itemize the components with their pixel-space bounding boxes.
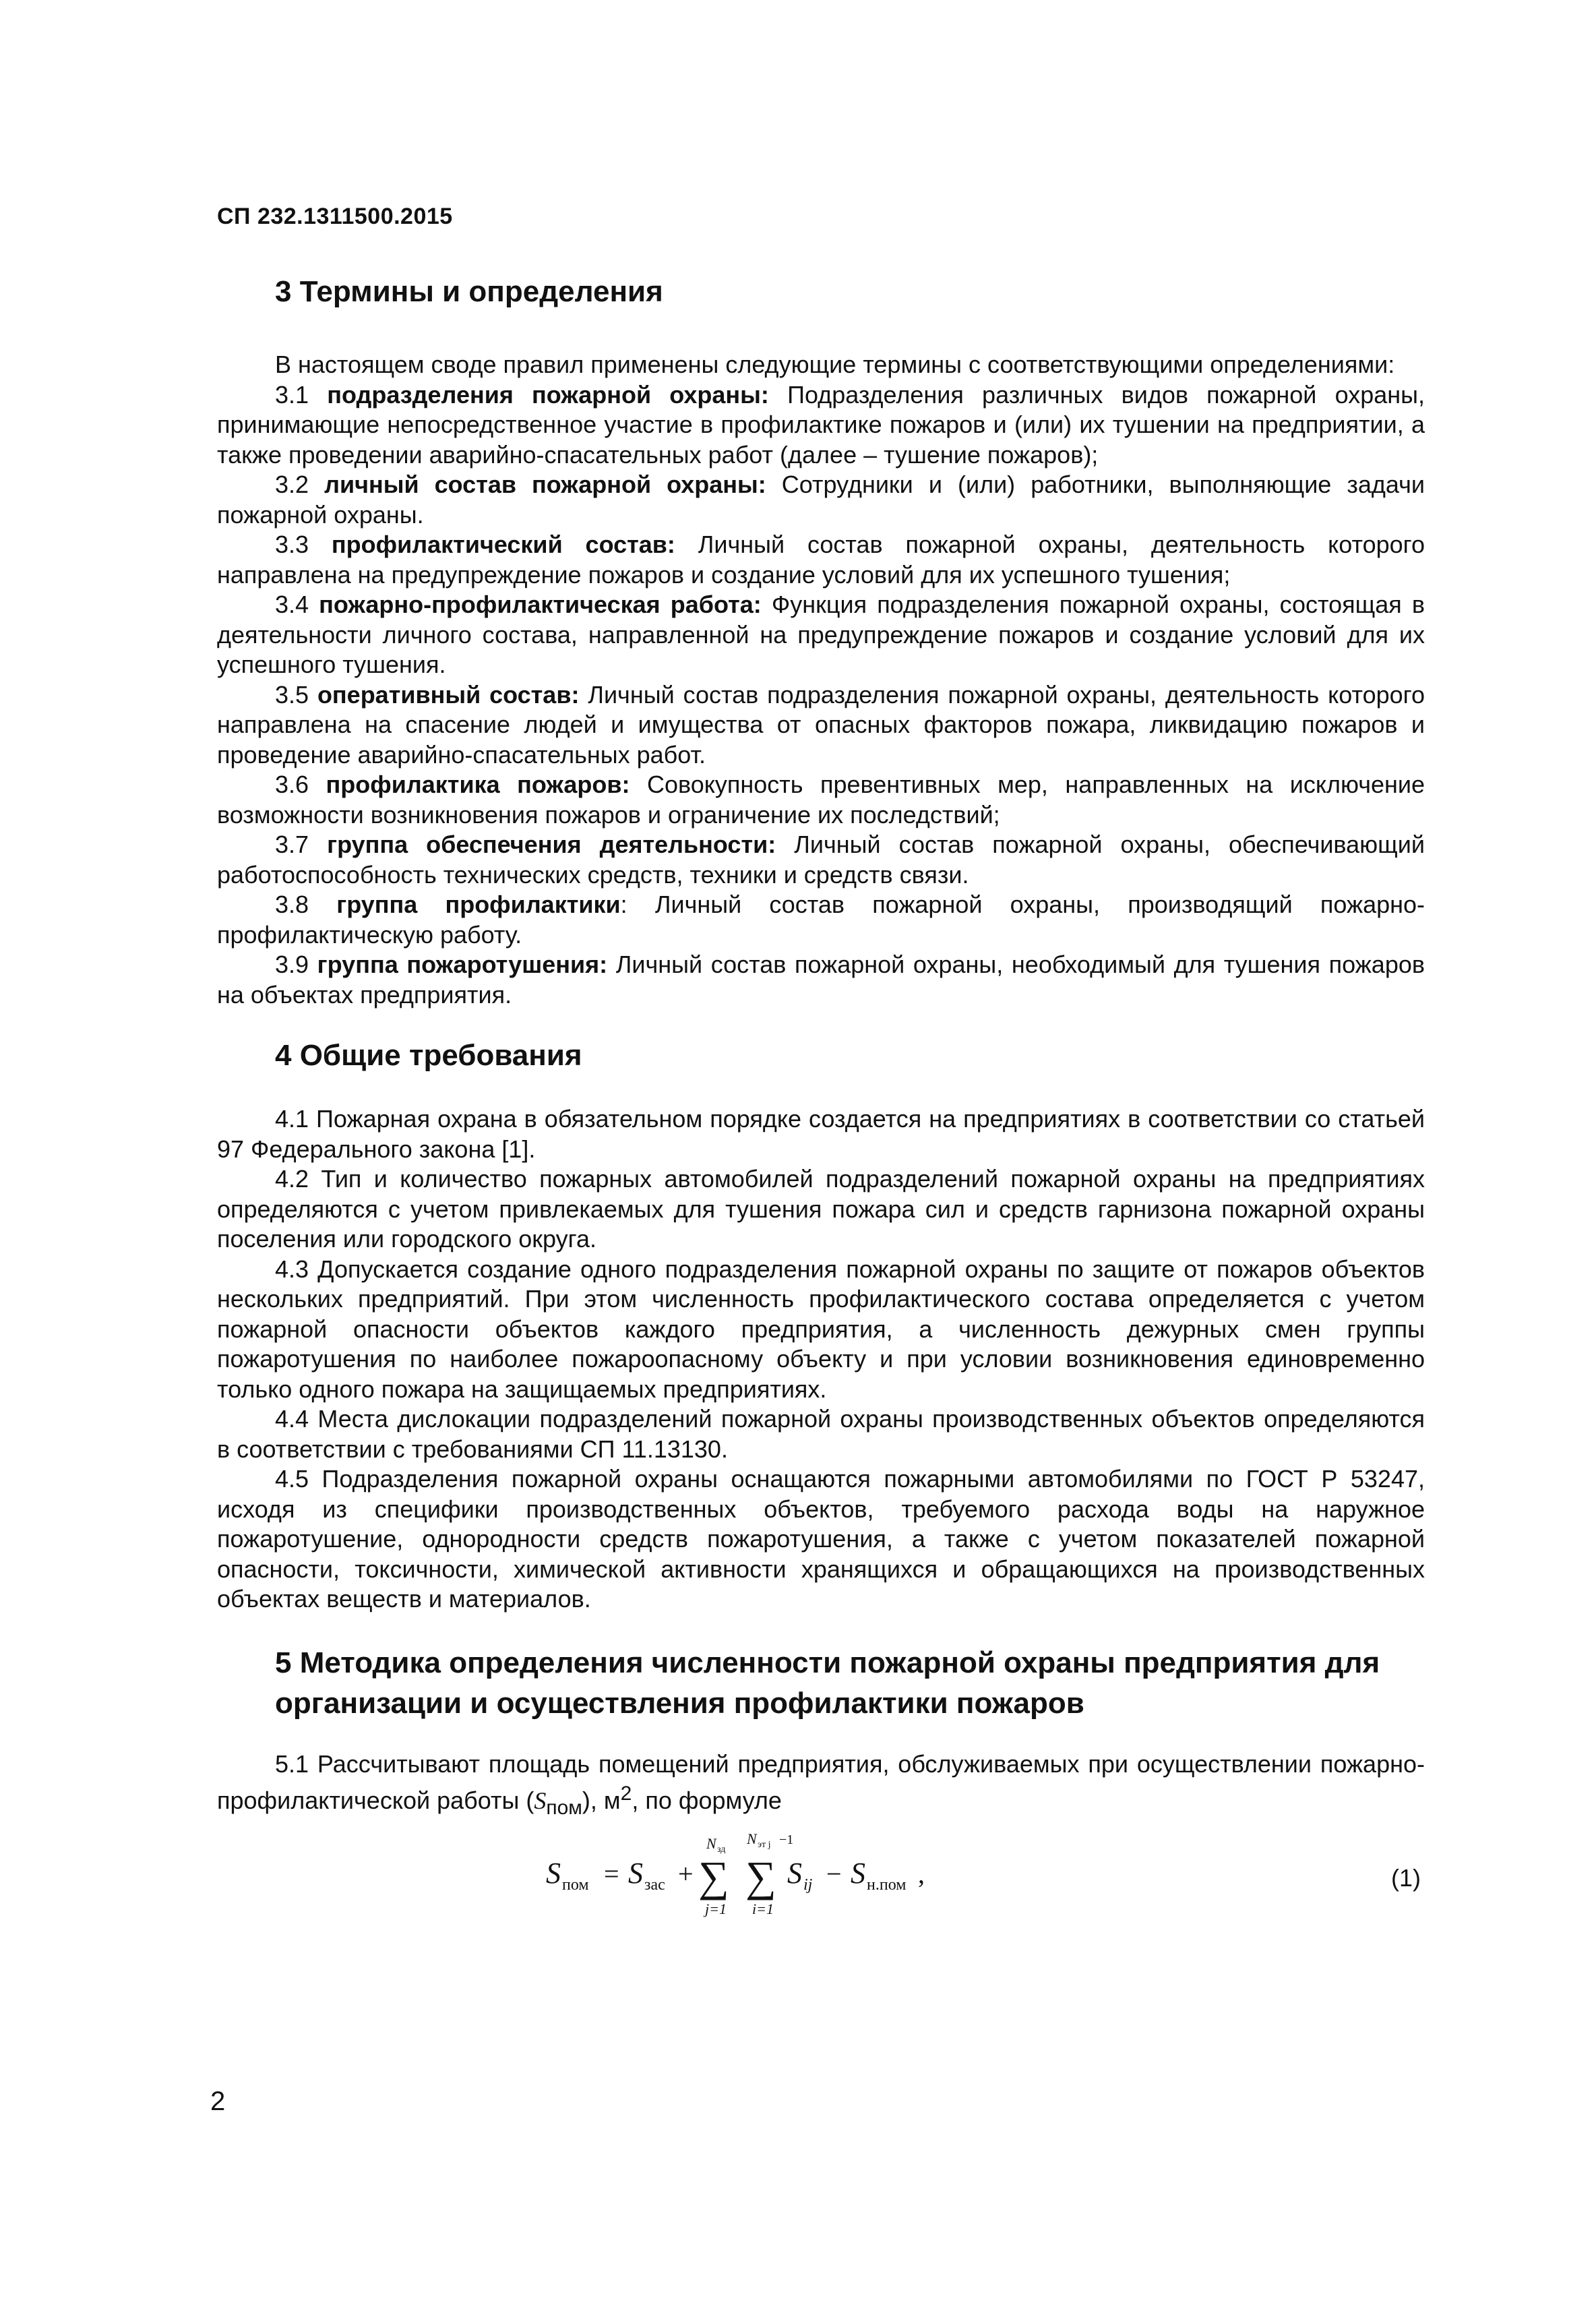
formula-lhs-sub: пом: [562, 1875, 589, 1894]
sum2-sigma: ∑: [745, 1852, 776, 1900]
sum1-sigma: ∑: [698, 1852, 729, 1900]
term-3-4: 3.4 пожарно-профилактическая работа: Функция подразделения пожарной охраны, состоящая в деятельности личного состава, направленной на предупреждение пожаров и создание условий для их успешного тушения.: [217, 591, 1425, 678]
formula-lhs: S: [546, 1856, 561, 1890]
formula-comma: ,: [918, 1858, 925, 1889]
term-3-1: 3.1 подразделения пожарной охраны: Подразделения различных видов пожарной охраны, принимающие непосредственное участие в профилактике пожаров и (или) их тушении на предприятии, а также проведении аварийно-спасательных работ (далее – тушение пожаров);: [217, 380, 1425, 469]
section-3-heading: 3 Термины и определения: [275, 275, 663, 308]
sum2-lower: i=1: [752, 1900, 774, 1917]
clause-4-3: 4.3 Допускается создание одного подразделения пожарной охраны по защите от пожаров объектов нескольких предприятий. При этом численность профилактического состава определяется с учетом пожарной опасности объектов каждого предприятия, а численность дежурных смен группы пожаротушения по наиболее пожароопасному объекту и при условии возникновения единовременно только одного пожара на защищаемых предприятиях.: [217, 1255, 1425, 1403]
page-content: [217, 273, 1425, 1934]
formula-number: (1): [1391, 1863, 1421, 1892]
section-3-intro: В настоящем своде правил применены следующие термины с соответствующими определениями:: [275, 351, 1395, 378]
formula-t2-sub: ij: [803, 1875, 813, 1894]
term-3-6: 3.6 профилактика пожаров: Совокупность превентивных мер, направленных на исключение возможности возникновения пожаров и ограничение их последствий;: [217, 771, 1425, 829]
term-3-3: 3.3 профилактический состав: Личный состав пожарной охраны, деятельность которого направлена на предупреждение пожаров и создание условий для их успешного тушения;: [217, 531, 1425, 589]
formula-plus: +: [678, 1858, 694, 1889]
formula-1: [217, 1826, 1425, 1934]
sum2-upper-tail: −1: [779, 1832, 794, 1847]
clause-4-5: 4.5 Подразделения пожарной охраны оснащаются пожарными автомобилями по ГОСТ Р 53247, исходя из специфики производственных объектов, требуемого расхода воды на наружное пожаротушение, однородности средств пожаротушения, а также с учетом показателей пожарной опасности, токсичности, химической активности хранящихся и обращающихся на производственных объектах веществ и материалов.: [217, 1465, 1425, 1613]
formula-t1-sub: зас: [644, 1875, 665, 1894]
sum1-upper-sub: зд: [717, 1844, 726, 1855]
clause-5-1: 5.1 Рассчитывают площадь помещений предприятия, обслуживаемых при осуществлении пожарно-профилактической работы $(S_{пом})$, $м^2$, по формуле: [217, 1749, 1425, 1820]
formula-eq: =: [604, 1858, 619, 1889]
term-3-7: 3.7 группа обеспечения деятельности: Личный состав пожарной охраны, обеспечивающий работоспособность технических средств, техники и средств связи.: [217, 831, 1425, 889]
section-5-heading: 5 Методика определения численности пожарной охраны предприятия для организации и осуществления профилактики пожаров: [275, 1646, 1380, 1720]
document-code: СП 232.1311500.2015: [217, 204, 453, 229]
clause-4-2: 4.2 Тип и количество пожарных автомобилей подразделений пожарной охраны на предприятиях определяются с учетом привлекаемых для тушения пожара сил и средств гарнизона пожарной охраны поселения или городского округа.: [217, 1165, 1425, 1253]
sum1-lower: j=1: [705, 1900, 727, 1917]
formula-t3-sub: н.пом: [867, 1875, 907, 1894]
sum1-upper: N: [706, 1834, 716, 1852]
formula-t1: S: [628, 1856, 643, 1890]
page-number: 2: [210, 2087, 226, 2116]
term-3-8: 3.8 группа профилактики: Личный состав пожарной охраны, производящий пожарно-профилактическую работу.: [217, 891, 1425, 949]
formula-minus: −: [826, 1858, 842, 1889]
clause-4-4: 4.4 Места дислокации подразделений пожарной охраны производственных объектов определяются в соответствии с требованиями СП 11.13130.: [217, 1405, 1425, 1463]
formula-t2: S: [787, 1856, 802, 1890]
sum2-upper: N: [747, 1830, 757, 1847]
term-3-5: 3.5 оперативный состав: Личный состав подразделения пожарной охраны, деятельность которого направлена на спасение людей и имущества от опасных факторов пожара, ликвидацию пожаров и проведение аварийно-спасательных работ.: [217, 680, 1425, 769]
term-3-9: 3.9 группа пожаротушения: Личный состав пожарной охраны, необходимый для тушения пожаров на объектах предприятия.: [217, 951, 1425, 1009]
section-4-heading: 4 Общие требования: [275, 1039, 582, 1072]
sum2-upper-sub: эт j: [758, 1839, 771, 1850]
clause-4-1: 4.1 Пожарная охрана в обязательном порядке создается на предприятиях в соответствии со статьей 97 Федерального закона [1].: [217, 1105, 1425, 1163]
formula-expression: [546, 1826, 964, 1934]
formula-t3: S: [851, 1856, 865, 1890]
term-3-2: 3.2 личный состав пожарной охраны: Сотрудники и (или) работники, выполняющие задачи пожарной охраны.: [217, 471, 1425, 529]
